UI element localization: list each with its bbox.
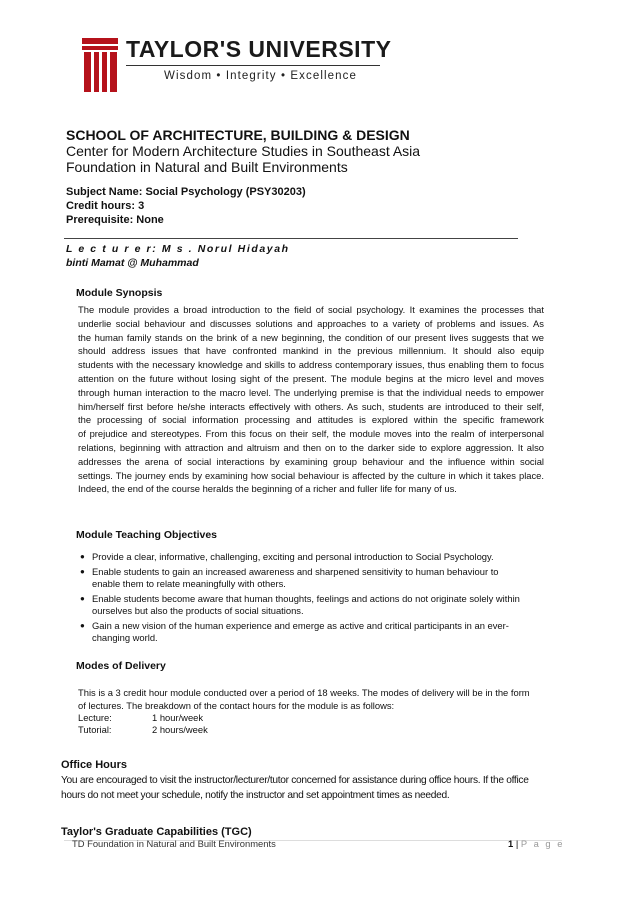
hours-label: Tutorial: xyxy=(78,724,112,735)
delivery-heading: Modes of Delivery xyxy=(76,660,166,672)
footer-programme: TD Foundation in Natural and Built Environments xyxy=(72,838,276,849)
hours-row-tutorial xyxy=(78,724,548,736)
lecturer-name-continued: binti Mamat @ Muhammad xyxy=(66,257,199,269)
university-tagline: Wisdom • Integrity • Excellence xyxy=(164,70,357,82)
synopsis-line: attention on the future without losing sight of the present. The module begins at the micro level and moves xyxy=(78,372,544,384)
office-hours-paragraph xyxy=(61,773,581,803)
objectives-heading: Module Teaching Objectives xyxy=(76,529,218,541)
programme-name: Foundation in Natural and Built Environments xyxy=(66,159,348,175)
list-item: ● Enable students become aware that human thoughts, feelings and actions do not originate solely within ourselves but also the products of social situations. xyxy=(80,592,520,616)
page-separator: | xyxy=(513,838,521,849)
graduate-capabilities-heading: Taylor's Graduate Capabilities (TGC) xyxy=(61,826,252,838)
hours-row-lecture xyxy=(78,712,548,724)
bullet-icon: ● xyxy=(80,552,85,561)
university-crest-icon xyxy=(80,38,120,94)
synopsis-line: the processing of social information processing and attitudes is explored within the specific framework xyxy=(78,414,544,426)
center-name: Center for Modern Architecture Studies in Southeast Asia xyxy=(66,143,421,159)
bullet-icon: ● xyxy=(80,620,85,630)
prerequisite: Prerequisite: None xyxy=(66,214,164,226)
subject-name: Subject Name: Social Psychology (PSY30203) xyxy=(66,186,306,198)
hours-value: 2 hours/week xyxy=(152,724,208,735)
credit-hours: Credit hours: 3 xyxy=(66,200,145,212)
list-item: ● Gain a new vision of the human experience and emerge as active and critical participants in an ever- changing world. xyxy=(80,619,509,643)
synopsis-line: students with the necessary knowledge and skills to address contemporary issues, thus enabling them to focus xyxy=(78,359,544,371)
synopsis-line: Indeed, the end of the course heralds the beginning of a richer and fuller life for many of us. xyxy=(78,483,457,495)
synopsis-line: underlie social behaviour and discusses solutions and approaches to a variety of problems and issues. As xyxy=(78,317,544,329)
list-item: ● Enable students to gain an increased awareness and sharpened sensitivity to human behaviour to enable them to relate meaningfully with others. xyxy=(80,565,499,589)
synopsis-line: addresses the arena of social interactions by examining group behaviour and the influence within social xyxy=(78,455,544,467)
lecturer-name: L e c t u r e r: M s . Norul Hidayah xyxy=(66,243,290,255)
objectives-list xyxy=(80,551,542,647)
synopsis-line: him/herself first before he/she interacts effectively with others. As such, students are introduced to their self, xyxy=(78,400,544,412)
office-hours-heading: Office Hours xyxy=(61,759,128,771)
school-name: SCHOOL OF ARCHITECTURE, BUILDING & DESIGN xyxy=(66,127,410,143)
list-item: ● Provide a clear, informative, challenging, exciting and personal introduction to Social Psychology. xyxy=(80,551,494,562)
synopsis-line: through human interaction to the macro level. The underlying premise is that the individual needs to empower xyxy=(78,386,544,398)
hours-label: Lecture: xyxy=(78,712,112,723)
logo-divider xyxy=(126,65,380,66)
delivery-paragraph xyxy=(78,686,548,736)
page-word: P a g e xyxy=(520,838,565,849)
synopsis-line: the human family stands on the brink of a new beginning, the condition of our present lives suggests that we xyxy=(78,331,544,343)
synopsis-line: of prejudice and stereotypes. From this focus on their self, the module moves into the realm of interpersonal xyxy=(78,428,544,440)
office-hours-line: hours do not meet your schedule, notify the instructor and set appointment times as needed. xyxy=(61,790,450,801)
page-number: 1 xyxy=(508,838,514,849)
synopsis-line: The module provides a broad introduction to the field of social psychology. It examines the processes that xyxy=(78,304,544,315)
delivery-line: of lectures. The breakdown of the contact hours for the module is as follows: xyxy=(78,700,395,711)
university-name: TAYLOR'S UNIVERSITY xyxy=(126,36,392,62)
synopsis-heading: Module Synopsis xyxy=(76,287,163,299)
page-indicator xyxy=(508,838,564,849)
hours-value: 1 hour/week xyxy=(152,712,204,723)
synopsis-line: relations, beginning with attraction and altruism and then on to the darker side to explore aggression. It also xyxy=(78,441,544,453)
synopsis-line: settings. The journey ends by examining how social behaviour is affected by the culture in which it takes place. xyxy=(78,469,544,481)
delivery-line: This is a 3 credit hour module conducted over a period of 18 weeks. The modes of delivery will be in the form xyxy=(78,687,530,698)
office-hours-line: You are encouraged to visit the instructor/lecturer/tutor concerned for assistance during office hours. If the office xyxy=(61,775,529,786)
synopsis-paragraph xyxy=(78,303,544,496)
synopsis-line: should address issues that have confronted mankind in the previous millennium. It should also equip xyxy=(78,345,544,357)
university-logo xyxy=(80,36,392,94)
section-divider xyxy=(64,238,518,239)
bullet-icon: ● xyxy=(80,566,85,576)
bullet-icon: ● xyxy=(80,593,85,603)
